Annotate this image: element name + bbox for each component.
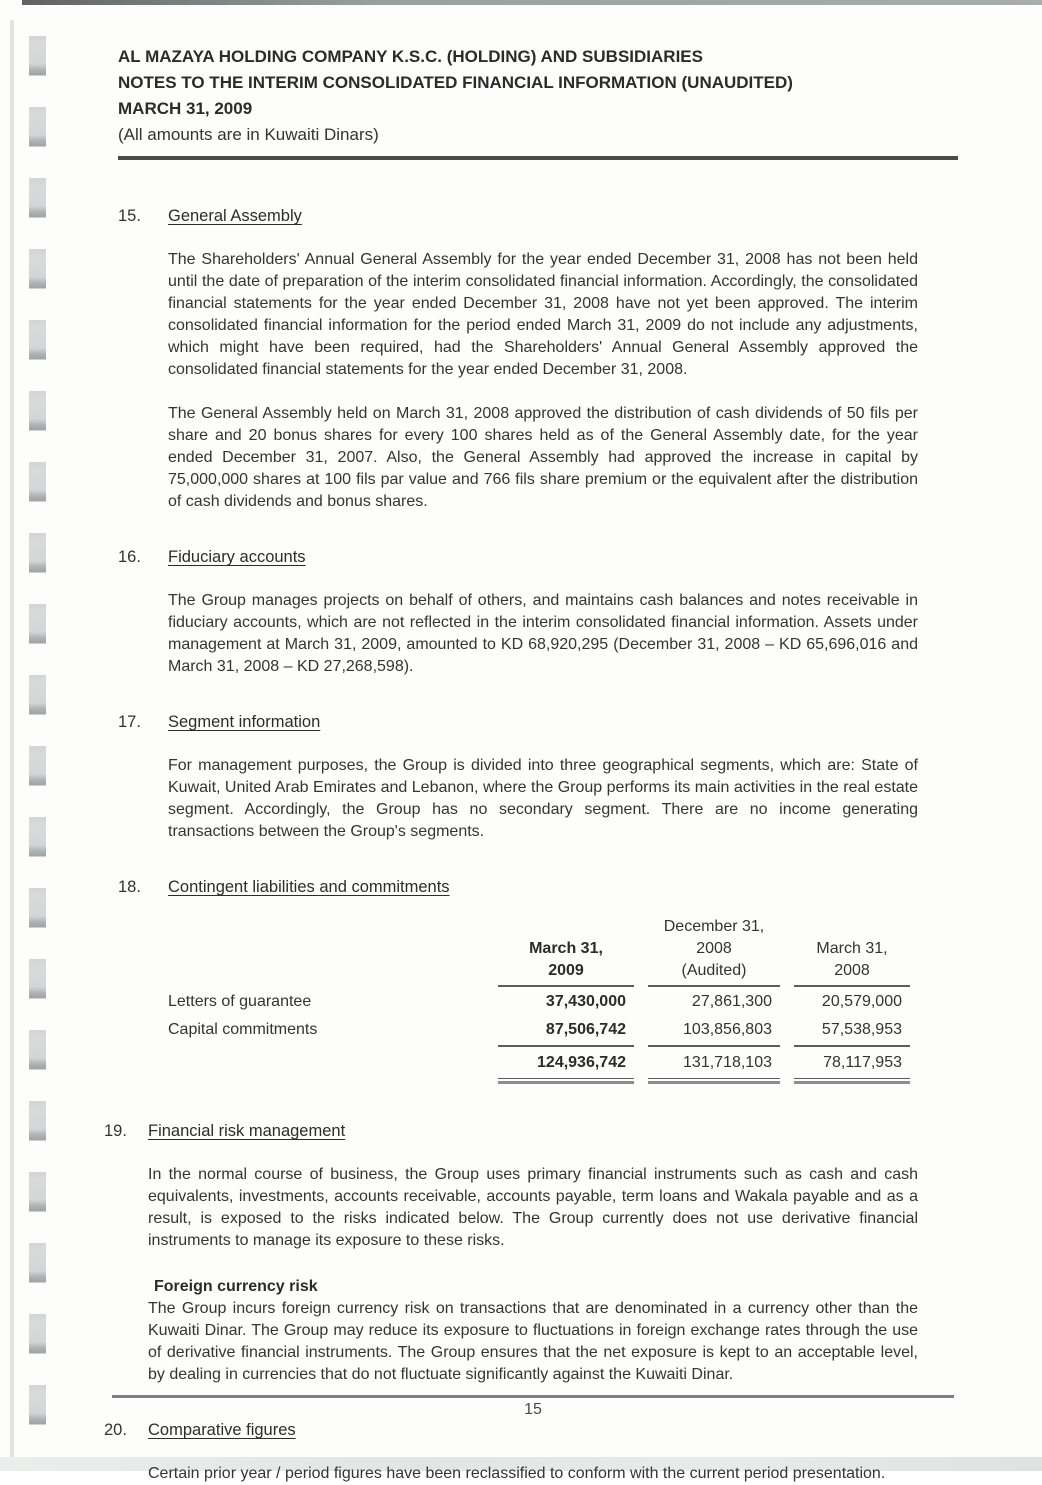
column-header-line: (Audited): [681, 962, 747, 979]
document-footer: [112, 1395, 954, 1419]
table-total: 131,718,103: [648, 1047, 780, 1079]
section-title: Segment information: [168, 713, 321, 731]
section-fiduciary-accounts: [118, 547, 958, 678]
column-header-line: 2009: [548, 962, 584, 979]
section-segment-information: [118, 712, 958, 843]
section-heading: [118, 547, 958, 568]
column-header-line: 2008: [696, 940, 732, 957]
section-general-assembly: [118, 206, 958, 513]
document-date: MARCH 31, 2009: [118, 99, 253, 118]
column-header-line: March 31,: [529, 940, 603, 957]
section-heading: [104, 1420, 958, 1441]
section-heading: [104, 1121, 958, 1142]
section-number: 19.: [104, 1122, 127, 1140]
table-value: 57,538,953: [794, 1015, 910, 1047]
section-number: 20.: [104, 1421, 127, 1439]
paragraph: In the normal course of business, the Group uses primary financial instruments such as cash and cash equivalents, investments, accounts receivable, accounts payable, term loans and Wakala payable and as a result, is exposed to the risks indicated below. The Group currently does not use derivative financial instruments to manage its exposure to these risks.: [148, 1166, 918, 1249]
column-header-march-2009: [498, 916, 634, 987]
table-value: 37,430,000: [545, 993, 626, 1010]
company-name: AL MAZAYA HOLDING COMPANY K.S.C. (HOLDING) AND SUBSIDIARIES: [118, 47, 703, 66]
column-header-line: 2008: [834, 962, 870, 979]
section-title: Financial risk management: [148, 1122, 346, 1140]
total-label-empty: [168, 1047, 484, 1087]
section-number: 17.: [118, 713, 141, 731]
row-label: Capital commitments: [168, 1021, 318, 1038]
paragraph: The Shareholders' Annual General Assembly for the year ended December 31, 2008 has not been held until the date of preparation of the interim consolidated financial information. Accordingly, the consolidated financial statements for the year ended December 31, 2008 have not yet been approved. The interim consolidated financial information for the period ended March 31, 2009 do not include any adjustments, which might have been required, had the Shareholders' Annual General Assembly approved the consolidated financial statements for the year ended December 31, 2008.: [168, 251, 918, 378]
table-value: 103,856,803: [648, 1015, 780, 1047]
table-total: 124,936,742: [498, 1047, 634, 1079]
paragraph: The Group incurs foreign currency risk on transactions that are denominated in a currency other than the Kuwaiti Dinar. The Group may reduce its exposure to fluctuations in foreign exchange rates through the use of derivative financial instruments. The Group ensures that the net exposure is kept to an acceptable level, by dealing in currencies that do not fluctuate significantly against the Kuwaiti Dinar.: [148, 1300, 918, 1383]
table-corner-empty: [168, 916, 484, 987]
column-header-line: March 31,: [816, 940, 888, 957]
section-heading: [118, 877, 958, 898]
section-title: Fiduciary accounts: [168, 548, 306, 566]
document-header: [118, 44, 958, 160]
paragraph: The General Assembly held on March 31, 2008 approved the distribution of cash dividends of 50 fils per share and 20 bonus shares for every 100 shares held as of the General Assembly date, for the year ended December 31, 2007. Also, the General Assembly had approved the increase in capital by 75,000,000 shares at 100 fils par value and 766 fils share premium or the equivalent after the distribution of cash dividends and bonus shares.: [168, 405, 918, 510]
section-title: Contingent liabilities and commitments: [168, 878, 450, 896]
page-number: 15: [524, 1401, 542, 1418]
section-comparative-figures: [104, 1420, 958, 1485]
section-number: 15.: [118, 207, 141, 225]
table-value: 87,506,742: [498, 1015, 634, 1047]
page-content: [104, 0, 958, 1485]
document-title: NOTES TO THE INTERIM CONSOLIDATED FINANCIAL INFORMATION (UNAUDITED): [118, 73, 793, 92]
paragraph: For management purposes, the Group is divided into three geographical segments, which are: State of Kuwait, United Arab Emirates and Lebanon, where the Group performs its main activities in the real estate segment. Accordingly, the Group has no secondary segment. There are no income generating transactions between the Group's segments.: [168, 757, 918, 840]
section-title: General Assembly: [168, 207, 302, 225]
column-header-line: December 31,: [663, 918, 765, 935]
table-total: 78,117,953: [794, 1047, 910, 1079]
section-heading: [118, 206, 958, 227]
column-header-march-2008: [794, 916, 910, 987]
binder-holes: [29, 36, 46, 1456]
header-rule: [118, 156, 958, 160]
section-number: 18.: [118, 878, 141, 896]
paragraph: The Group manages projects on behalf of others, and maintains cash balances and notes receivable in fiduciary accounts, which are not reflected in the interim consolidated financial information. Assets under management at March 31, 2009, amounted to KD 68,920,295 (December 31, 2008 – KD 65,696,016 and March 31, 2008 – KD 27,268,598).: [168, 592, 918, 675]
table-value: 20,579,000: [821, 993, 902, 1010]
currency-note: (All amounts are in Kuwaiti Dinars): [118, 125, 379, 144]
subsection-title-foreign-currency-risk: Foreign currency risk: [154, 1278, 318, 1295]
section-heading: [118, 712, 958, 733]
section-contingent-liabilities: [118, 877, 958, 1087]
section-number: 16.: [118, 548, 141, 566]
column-header-december-2008: [648, 916, 780, 987]
section-financial-risk-management: [104, 1121, 958, 1386]
paragraph: Certain prior year / period figures have been reclassified to conform with the current period presentation.: [148, 1465, 886, 1482]
footer-rule: [112, 1395, 954, 1398]
section-title: Comparative figures: [148, 1421, 296, 1439]
table-value: 27,861,300: [691, 993, 772, 1010]
scan-left-edge: [10, 20, 14, 1471]
contingencies-table: [168, 916, 910, 1087]
row-label: Letters of guarantee: [168, 993, 312, 1010]
